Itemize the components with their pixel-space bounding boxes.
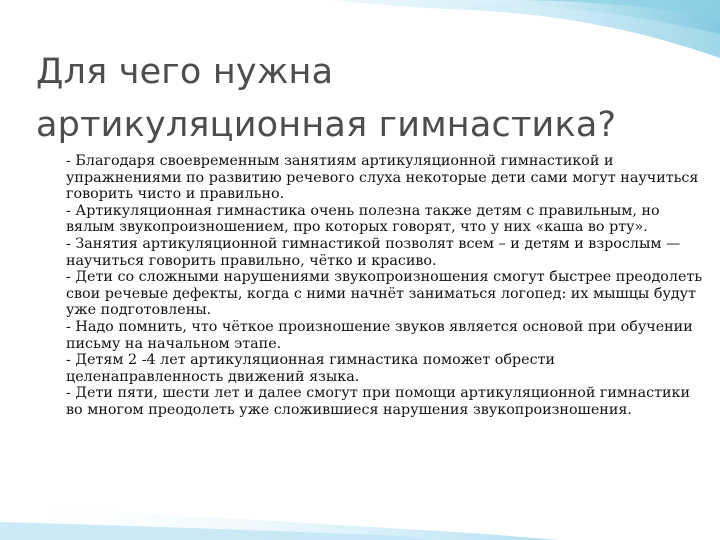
slide-body — [66, 153, 706, 419]
paragraph-2: - Артикуляционная гимнастика очень полезна также детям с правильным, но вялым звукопроизношением, про которых говорят, что у них «каша во рту». — [66, 202, 660, 236]
paragraph-5: - Надо помнить, что чёткое произношение звуков является основой при обучении письму на начальном этапе. — [66, 318, 693, 352]
paragraph-1: - Благодаря своевременным занятиям артикуляционной гимнастикой и упражнениями по развитию речевого слуха некоторые дети сами могут научиться говорить чисто и правильно. — [66, 153, 699, 203]
slide-title — [36, 46, 696, 152]
paragraph-7: - Дети пяти, шести лет и далее смогут при помощи артикуляционной гимнастики во многом преодолеть уже сложившиеся нарушения звукопроизношения. — [66, 385, 691, 418]
title-line-1: Для чего нужна — [36, 52, 334, 92]
paragraph-6: - Детям 2 -4 лет артикуляционная гимнастика поможет обрести целенаправленность движений языка. — [66, 352, 556, 385]
paragraph-4: - Дети со сложными нарушениями звукопроизношения смогут быстрее преодолеть свои речевые дефекты, когда с ними начнёт заниматься логопед: их мышцы будут уже подготовлены. — [66, 269, 703, 319]
title-line-2: артикуляционная гимнастика? — [36, 105, 617, 145]
paragraph-3: - Занятия артикуляционной гимнастикой позволят всем – и детям и взрослым — научиться говорить правильно, чётко и красиво. — [66, 235, 681, 269]
